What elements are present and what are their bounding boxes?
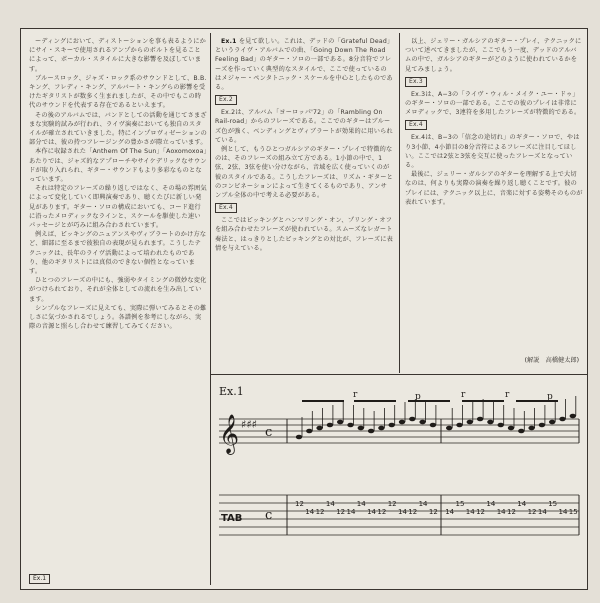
note-head: [570, 414, 576, 419]
tab-number: 14: [325, 500, 335, 508]
ex3-text: Ex.3は、A−3の「ライヴ・ウィル・メイク・ユー・ドゥ」のギター・ソロの一部である。ここでの彼のプレイは非常にメロディックで、3連符を多用したフレーズが特徴的である。: [405, 90, 581, 117]
note-head: [316, 426, 322, 431]
tab-number: 14: [496, 508, 506, 516]
column-divider: [210, 33, 211, 585]
note-head: [498, 423, 504, 428]
tab-numbers: [295, 500, 578, 516]
tab-number: 12: [476, 508, 486, 516]
note-head: [399, 420, 405, 425]
note-head: [539, 423, 545, 428]
articulation-mark: r: [461, 390, 466, 400]
tab-number: 14: [517, 500, 527, 508]
text-column-2: [215, 37, 393, 377]
tab-number: 14: [367, 508, 377, 516]
tab-number: 14: [445, 508, 455, 516]
paragraph: ひとつのフレーズの中にも、強弱やタイミングの微妙な変化がつけられており、それが全体としての流れを生み出しています。: [29, 277, 207, 303]
tab-number: 14: [418, 500, 428, 508]
tab-number: 12: [295, 500, 304, 508]
corner-label: Ex.1: [29, 574, 50, 584]
column-divider: [399, 33, 400, 373]
tab-number: 12: [377, 508, 387, 516]
note-head: [467, 420, 473, 425]
note-head: [487, 420, 493, 425]
note-head: [389, 423, 395, 428]
ex4-label: Ex.4: [405, 120, 427, 130]
notes: [296, 396, 576, 439]
tab-label: TAB: [221, 513, 243, 524]
paragraph: ブルースロック、ジャズ・ロック系のサウンドとして、B.B.キング、フレディ・キング、アルバート・キングらの影響を受けたギタリストが数多く生まれましたが、その中でもこの時代のサウンドを代表する存在であるといえます。: [29, 74, 207, 110]
tab-number: 14: [356, 500, 366, 508]
ex4-text: Ex.4は、B−3の「信念の途切れ」のギター・ソロで、やはり3小節、4小節目の8分音符によるフレーズに注目してほしい。ここでは2弦と3弦を交互に使ったフレーズとなっている。: [405, 134, 580, 170]
paragraph: その後のアルバムでは、バンドとしての活動を通じてさまざまな実験的試みが行われ、ライヴ演奏においても独自のスタイルが確立されていきました。特にインプロヴィゼーションの部分では、彼の持つフレージングの豊かさが際立っています。: [29, 111, 207, 147]
tab-number: 14: [558, 508, 568, 516]
ex1-text: を見て欲しい。これは、デッドの「Grateful Dead」というライヴ・アルバムでの曲、「Going Down The Road Feeling Bad」のギター・ソロの一部である。8分音符でフレーズを作っていく典型的なスタイルで、ここで使っているのはメジャー・ペンタトニック・スケールを中心としたものである。: [215, 38, 393, 92]
time-signature: c: [265, 425, 273, 440]
tab-number: 14: [398, 508, 407, 516]
ex4-text: ここではピッキングとハンマリング・オン、プリング・オフを組み合わせたフレーズが使われている。スムーズなレガート奏法と、はっきりとしたピッキングとの対比が、フレーズに表情を与えている。: [215, 217, 393, 252]
ex4-label: Ex.4: [215, 203, 237, 213]
tab-time-signature: c: [265, 508, 273, 523]
tab-number: 12: [387, 500, 397, 508]
tab-number: 12: [527, 508, 537, 516]
articulation-mark: p: [415, 392, 421, 402]
note-head: [419, 420, 425, 425]
note-head: [327, 423, 333, 428]
note-head: [368, 429, 374, 434]
music-score: [215, 379, 581, 579]
tab-number: 14: [305, 508, 315, 516]
note-head: [508, 426, 514, 431]
ex3-label: Ex.3: [405, 77, 427, 87]
note-head: [358, 426, 364, 431]
tab-number: 15: [568, 508, 578, 516]
note-head: [446, 426, 452, 431]
note-head: [378, 426, 384, 431]
note-head: [430, 423, 436, 428]
note-head: [456, 423, 462, 428]
tab-number: 12: [315, 508, 325, 516]
ex1-paragraph: [215, 37, 393, 92]
note-head: [409, 417, 415, 422]
articulation-mark: r: [505, 390, 510, 400]
paragraph: ーディングにおいて、ディストーションを事も表るようにかにサイ・スキーで使用されるアンプからのボルトを見ることによって、ボーカル・スタイルに大きな影響を及ぼしています。: [29, 38, 206, 73]
credit: (解説 高橋健太郎): [524, 357, 579, 364]
tab-number: 14: [486, 500, 496, 508]
tab-number: 12: [336, 508, 346, 516]
note-head: [337, 420, 343, 425]
ex1-heading: Ex.1: [221, 38, 237, 45]
note-head: [559, 417, 565, 422]
note-head: [518, 429, 524, 434]
tab-number: 15: [455, 500, 465, 508]
treble-clef-icon: 𝄞: [219, 414, 240, 454]
note-head: [296, 435, 302, 440]
tab-number: 12: [428, 508, 438, 516]
tab-number: 14: [465, 508, 475, 516]
ex2-text: Ex.2は、アルバム「ヨーロッパ'72」の「Rambling On Rail-road」からのフレーズである。ここでのギターはブルーズ色が強く、ベンディングとヴィブラートが効果的に用いられている。: [215, 109, 393, 144]
tab-number: 14: [537, 508, 547, 516]
paragraph: シンプルなフレーズに見えても、実際に弾いてみるとその難しさに気づかされるでしょう。各譜例を参考にしながら、実際の音源と照らし合わせて練習してみてください。: [29, 304, 207, 331]
note-head: [347, 423, 353, 428]
note-head: [477, 417, 483, 422]
note-head: [549, 420, 555, 425]
ex2-label: Ex.2: [215, 95, 237, 105]
intro-text: 以上、ジェリー・ガルシアのギター・プレイ、テクニックについて述べてきましたが、ここでもう一度、デッドのアルバムの中で、ガルシアのギターがどのように使われているかを見てみましょう。: [405, 38, 582, 73]
closing-text: 最後に、ジェリー・ガルシアのギターを理解する上で大切なのは、何よりも実際の演奏を繰り返し聴くことです。彼のプレイには、テクニック以上に、音楽に対する姿勢そのものが表れています。: [405, 171, 583, 206]
paragraph: 例えば、ピッキングのニュアンスやヴィブラートのかけ方など、細部に至るまで彼独自の表現が見られます。こうしたテクニックは、長年のライヴ活動によって培われたものであり、他のギタリストには真似のできない個性となっています。: [29, 231, 207, 276]
paragraph: それは特定のフレーズの繰り返しではなく、その場の雰囲気によって変化していく即興演奏であり、聴くたびに新しい発見があります。ギター・ソロの構成においても、コード進行に沿ったメロディックなラインと、スケールを駆使した速いパッセージとが巧みに組み合わされています。: [29, 185, 207, 230]
note-head: [528, 426, 534, 431]
articulation-mark: r: [353, 390, 358, 400]
tab-number: 12: [408, 508, 418, 516]
articulation-mark: p: [547, 392, 553, 402]
liner-notes-frame: [20, 28, 588, 590]
tab-number: 14: [346, 508, 356, 516]
score-label: Ex.1: [219, 385, 244, 398]
text-column-1: [29, 37, 207, 577]
paragraph: 本作に収録された「Anthem Of The Sun」「Aoxomoxoa」あたりでは、ジャズ的なアプローチやサイケデリックなサウンドが取り入れられ、ギター・サウンドもより多彩なものとなっています。: [29, 148, 207, 184]
ex3-text: 例として、もうひとつガルシアのギター・プレイで特徴的なのは、そのフレーズの組み立て方である。1小節の中で、1弦、2弦、3弦を使い分けながら、音域を広く使っていくのが彼のスタイルである。こうしたフレーズは、リズム・ギターとのコンビネーションによって生きてくるものであり、アンサンブル全体の中で考える必要がある。: [215, 146, 393, 200]
key-signature-icon: ♯♯♯: [241, 418, 257, 431]
tab-number: 15: [548, 500, 558, 508]
tab-number: 12: [507, 508, 516, 516]
text-column-3: [405, 37, 583, 377]
note-head: [306, 429, 312, 434]
